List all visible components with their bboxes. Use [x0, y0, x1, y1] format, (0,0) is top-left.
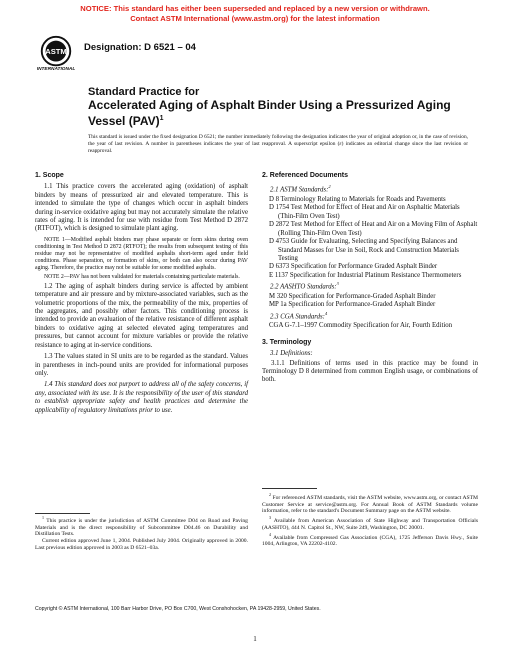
definitions-label: 3.1 Definitions:	[270, 350, 313, 358]
note-2: NOTE 2—PAV has not been validated for materials containing particulate materials.	[44, 273, 240, 280]
right-column	[262, 172, 478, 388]
aashto-standards-label: 2.2 AASHTO Standards:$^3$	[270, 281, 339, 291]
designation: Designation: D 6521 – 04	[84, 42, 196, 53]
reference-item: D 6373 Specification for Performance Graded Asphalt Binder	[269, 263, 438, 271]
notice-line-2: Contact ASTM International (www.astm.org) for the latest information	[130, 13, 380, 23]
section-scope-heading: 1. Scope	[35, 172, 64, 179]
notice-line-1: NOTICE: This standard has either been superseded and replaced by a new version or withdrawn.	[80, 4, 430, 13]
section-referenced-documents-heading: 2. Referenced Documents	[262, 172, 348, 179]
paragraph-1-4: 1.4 This standard does not purport to address all of the safety concerns, if any, associated with its use. It is the responsibility of the user of this standard to establish appropriate safety and health practices and determine the applicability of regulatory limitations prior to use.	[35, 381, 248, 414]
astm-standards-label: 2.1 ASTM Standards:$^2$	[270, 184, 331, 194]
footnote-1: $^1$ This practice is under the jurisdiction of ASTM Committee D04 on Road and Paving Materials and is the direct responsibility of Subcommittee D04.46 on Durability and Distillation Tests.	[35, 515, 248, 538]
reference-item: E 1137 Specification for Industrial Platinum Resistance Thermometers	[269, 271, 462, 279]
reference-item: D 4753 Guide for Evaluating, Selecting and Specifying Balances and Standard Masses for Use in Soil, Rock and Construction Materials Testing	[269, 238, 459, 262]
paragraph-1-2: 1.2 The aging of asphalt binders during service is affected by ambient temperature and air pressure and by mixture-associated variables, such as the volumetric proportions of the mix, the permeability of the mix, properties of the aggregates, and possibly other factors. This conditioning process is intended to provide an evaluation of the relative resistance of different asphalt binders to oxidative aging at selected elevated aging temperatures and pressures, but cannot account for mixture variables or provide the relative resistance to aging at in-service conditions.	[35, 282, 248, 349]
reference-item: MP 1a Specification for Performance-Graded Asphalt Binder	[269, 301, 436, 309]
section-terminology-heading: 3. Terminology	[262, 338, 312, 346]
reference-item: D 8 Terminology Relating to Materials for Roads and Pavements	[269, 196, 446, 204]
astm-logo-icon	[37, 34, 75, 72]
paragraph-1-1: 1.1 This practice covers the accelerated aging (oxidation) of asphalt binders by means of pressurized air and elevated temperature. This is intended to simulate the type of changes which occur in asphalt binders during in-service oxidative aging but may not accurately simulate the relative rates of aging. It is intended for use with residue from Test Method D 2872 (RTFOT), which is designed to simulate plant aging.	[35, 183, 248, 233]
paragraph-3-1-1: 3.1.1 Definitions of terms used in this practice may be found in Terminology D 8 determined from common English usage, or combinations of both.	[262, 359, 478, 384]
paragraph-1-3: 1.3 The values stated in SI units are to be regarded as the standard. Values in parentheses in inch-pound units are provided for informational purposes only.	[35, 353, 248, 377]
footnote-divider-left	[35, 513, 90, 514]
page-number: 1	[253, 635, 257, 643]
left-column	[35, 172, 248, 418]
footnotes-right	[262, 492, 478, 548]
svg-text:INTERNATIONAL: INTERNATIONAL	[37, 67, 75, 72]
title-kicker: Standard Practice for	[88, 86, 200, 98]
reference-item: M 320 Specification for Performance-Graded Asphalt Binder	[269, 292, 436, 300]
reference-item: D 2872 Test Method for Effect of Heat and Air on a Moving Film of Asphalt (Rolling Thin-Film Oven Test)	[269, 221, 478, 237]
reference-item: CGA G-7.1–1997 Commodity Specification for Air, Fourth Edition	[269, 322, 453, 330]
withdrawal-notice	[0, 4, 510, 23]
issue-note: This standard is issued under the fixed designation D 6521; the number immediately following the designation indicates the year of original adoption or, in the case of revision, the year of last revision. A number in parentheses indicates the year of last reapproval. A superscript epsilon (ε) indicates an editorial change since the last revision or reapproval.	[88, 134, 468, 154]
footnote-1-edition: Current edition approved June 1, 2004. Published July 2004. Originally approved in 2000. Last previous edition approved in 2003 as D 6521–03a.	[35, 538, 248, 552]
cga-standards-label: 2.3 CGA Standards:$^4$	[270, 310, 328, 320]
title-main: Accelerated Aging of Asphalt Binder Using a Pressurized Aging Vessel (PAV)$^1$	[88, 98, 451, 128]
document-title	[88, 86, 468, 128]
reference-item: D 1754 Test Method for Effect of Heat and Air on Asphaltic Materials (Thin-Film Oven Test)	[269, 204, 460, 220]
footnote-divider-right	[262, 488, 317, 489]
footnote-2: $^2$ For referenced ASTM standards, visit the ASTM website, www.astm.org, or contact ASTM Customer Service at service@astm.org. For Annual Book of ASTM Standards volume information, refer to the standard's Document Summary page on the ASTM website.	[262, 492, 478, 515]
footnote-4: $^4$ Available from Compressed Gas Association (CGA), 1725 Jefferson Davis Hwy., Suite 1004, Arlington, VA 22202-4102.	[262, 531, 478, 548]
footnotes-left	[35, 515, 248, 552]
svg-text:ASTM: ASTM	[45, 46, 67, 56]
copyright-line: Copyright © ASTM International, 100 Barr Harbor Drive, PO Box C700, West Conshohocken, PA 19428-2959, United States.	[35, 606, 321, 612]
footnote-3: $^3$ Available from American Association of State Highway and Transportation Officials (AASHTO), 444 N. Capitol St., NW, Suite 249, Washington, DC 20001.	[262, 515, 478, 531]
note-1: NOTE 1—Modified asphalt binders may phase separate or form skins during oven conditioning in Test Method D 2872 (RTFOT); the results from subsequent testing of this residue may not be representative of modified asphalts short-term aged under field conditions. Phase separation, or formation of skins, or both can also occur during PAV aging. Therefore, the practice may not be suitable for some modified asphalts.	[35, 236, 248, 271]
